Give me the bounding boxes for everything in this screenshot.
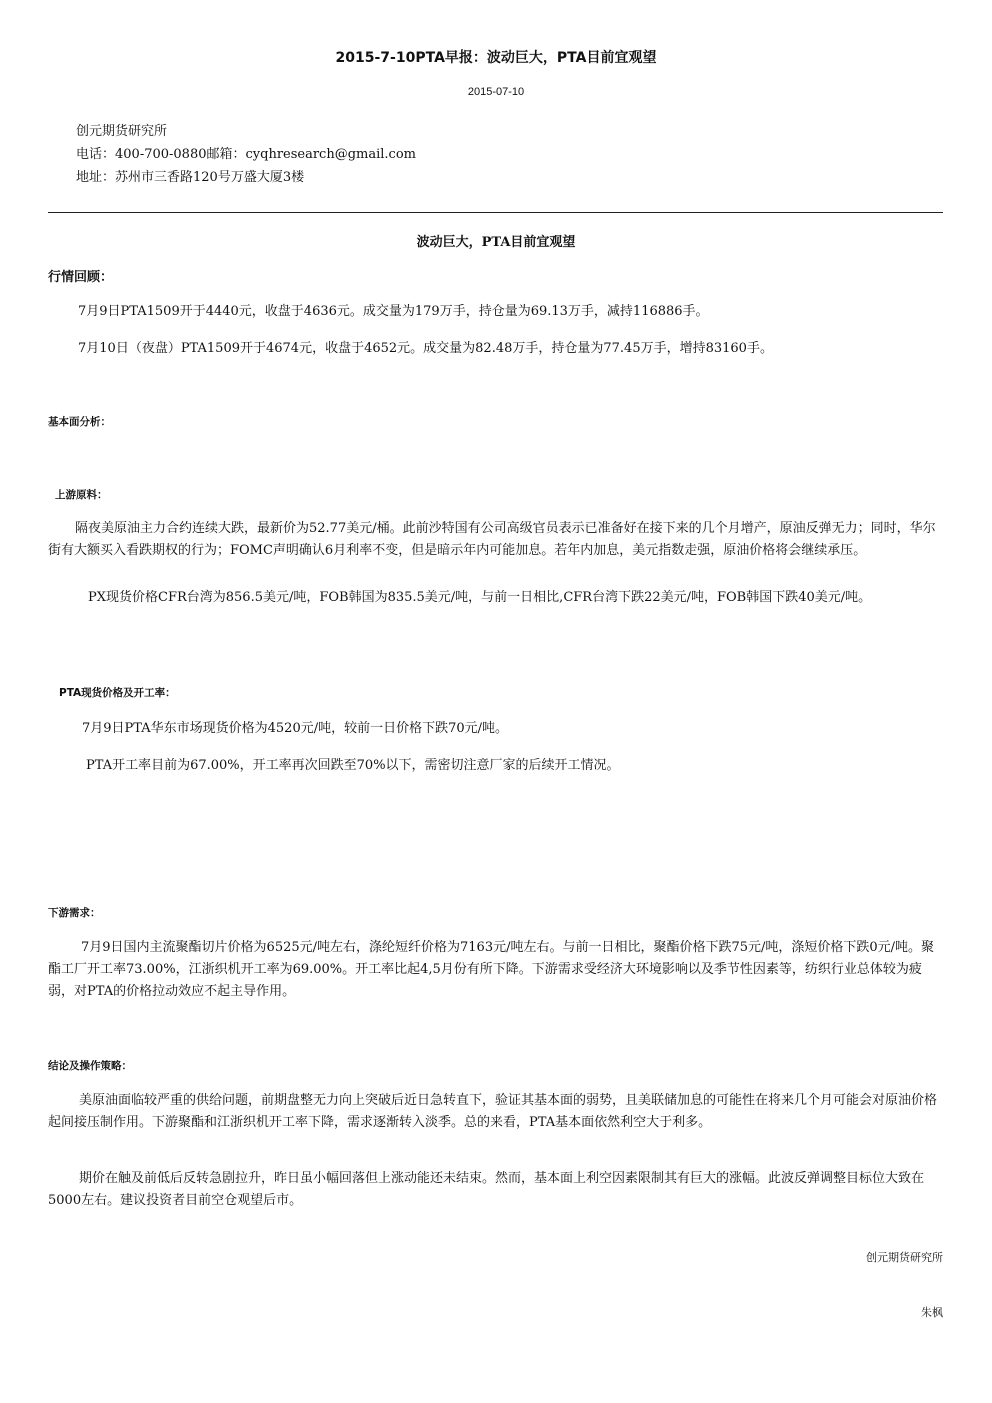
- contact-block: [76, 120, 416, 189]
- document-title: 2015-7-10PTA早报：波动巨大，PTA目前宜观望: [335, 50, 657, 66]
- upstream-paragraph-1: 隔夜美原油主力合约连续大跌，最新价为52.77美元/桶。此前沙特国有公司高级官员表示已准备好在接下来的几个月增产，原油反弹无力；同时，华尔街有大额买入看跌期权的行为；FOMC声明确认6月利率不变，但是暗示年内可能加息。若年内加息，美元指数走强，原油价格将会继续承压。: [48, 521, 936, 558]
- review-paragraph-1: 7月9日PTA1509开于4440元，收盘于4636元。成交量为179万手，持仓量为69.13万手，减持116886手。: [78, 304, 709, 319]
- downstream-paragraph-1: 7月9日国内主流聚酯切片价格为6525元/吨左右，涤纶短纤价格为7163元/吨左右。与前一日相比，聚酯价格下跌75元/吨，涤短价格下跌0元/吨。聚酯工厂开工率73.00%，江浙织机开工率为69.00%。开工率比起4,5月份有所下降。下游需求受经济大环境影响以及季节性因素等，纺织行业总体较为疲弱，对PTA的价格拉动效应不起主导作用。: [48, 940, 935, 999]
- conclusion-paragraph-2: 期价在触及前低后反转急剧拉升，昨日虽小幅回落但上涨动能还未结束。然而，基本面上利空因素限制其有巨大的涨幅。此波反弹调整目标位大致在5000左右。建议投资者目前空仓观望后市。: [48, 1171, 925, 1208]
- contact-phone-email: 电话：400-700-0880邮箱：cyqhresearch@gmail.com: [76, 147, 416, 162]
- fundamental-heading: 基本面分析：: [48, 416, 111, 428]
- spot-paragraph-1: 7月9日PTA华东市场现货价格为4520元/吨，较前一日价格下跌70元/吨。: [82, 721, 509, 736]
- spot-heading: PTA现货价格及开工率：: [59, 687, 176, 699]
- upstream-heading: 上游原料：: [55, 489, 108, 501]
- conclusion-heading: 结论及操作策略：: [48, 1060, 132, 1072]
- footer-author: 朱枫: [921, 1306, 943, 1319]
- review-heading: 行情回顾：: [48, 270, 114, 285]
- conclusion-paragraph-1: 美原油面临较严重的供给问题，前期盘整无力向上突破后近日急转直下，验证其基本面的弱势，且美联储加息的可能性在将来几个月可能会对原油价格起间接压制作用。下游聚酯和江浙织机开工率下降，需求逐渐转入淡季。总的来看，PTA基本面依然利空大于利多。: [48, 1093, 938, 1130]
- footer-org: 创元期货研究所: [866, 1251, 943, 1264]
- review-paragraph-2: 7月10日（夜盘）PTA1509开于4674元，收盘于4652元。成交量为82.48万手，持仓量为77.45万手，增持83160手。: [78, 341, 773, 356]
- contact-address: 地址：苏州市三香路120号万盛大厦3楼: [76, 170, 305, 185]
- document-date: 2015-07-10: [467, 86, 525, 98]
- report-subtitle: 波动巨大，PTA目前宜观望: [416, 235, 576, 250]
- spot-paragraph-2: PTA开工率目前为67.00%，开工率再次回跌至70%以下，需密切注意厂家的后续开工情况。: [86, 758, 620, 773]
- upstream-paragraph-2: PX现货价格CFR台湾为856.5美元/吨，FOB韩国为835.5美元/吨，与前一日相比,CFR台湾下跌22美元/吨，FOB韩国下跌40美元/吨。: [88, 590, 872, 605]
- downstream-heading: 下游需求：: [48, 907, 101, 919]
- header-divider: [48, 212, 943, 213]
- org-name: 创元期货研究所: [76, 124, 168, 139]
